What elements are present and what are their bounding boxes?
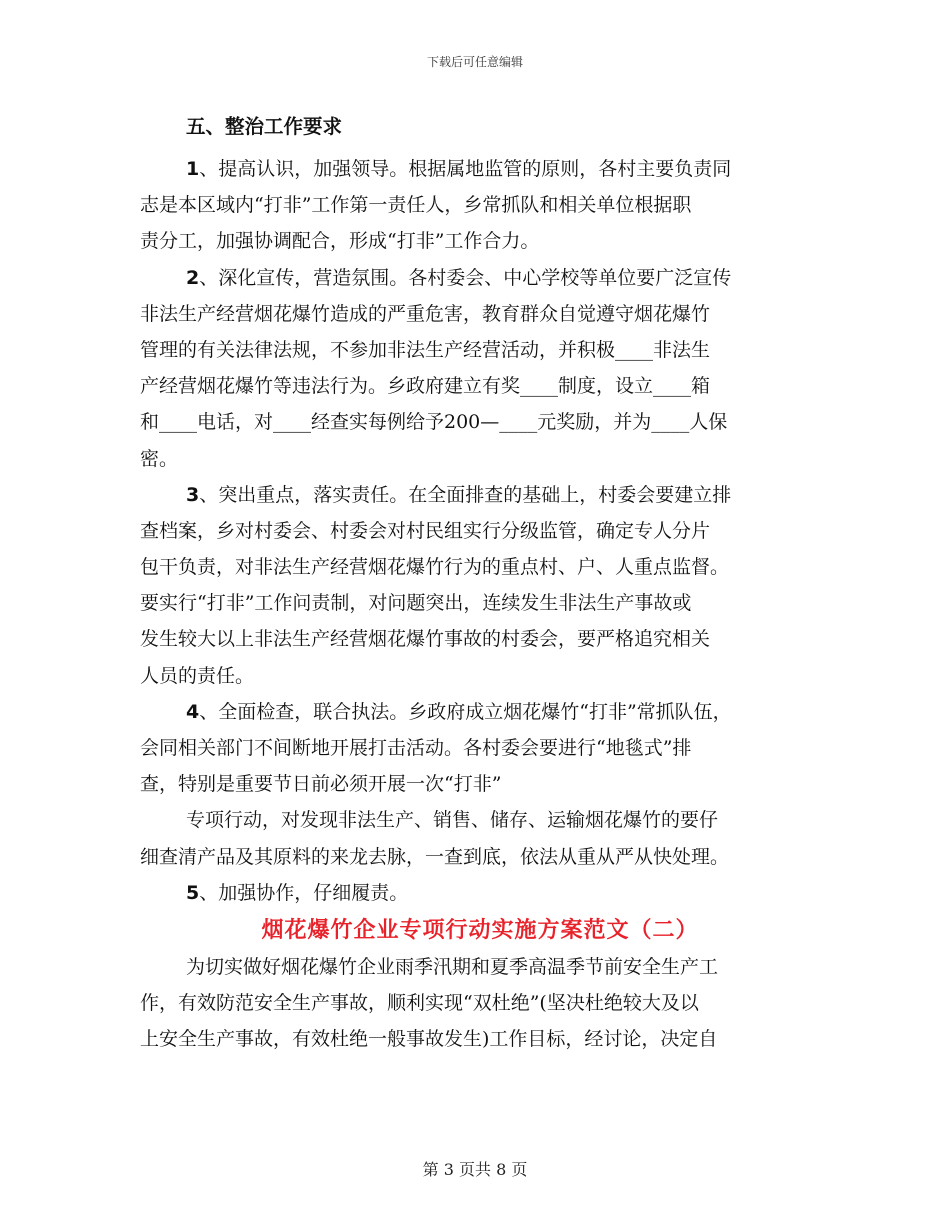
- paragraph-line: [140, 260, 820, 296]
- paragraph-line: 志是本区域内“打非”工作第一责任人，乡常抓队和相关单位根据职: [140, 194, 692, 217]
- item-number: 5: [186, 881, 200, 904]
- line-text: 、提高认识，加强领导。根据属地监管的原则，各村主要负责同: [199, 158, 732, 180]
- paragraph-line: 会同相关部门不间断地开展打击活动。各村委会要进行“地毯式”排: [140, 737, 692, 759]
- document-body: [140, 103, 820, 1058]
- page-number-footer: 第 3 页共 8 页: [422, 1160, 528, 1179]
- paragraph-line: 包干负责，对非法生产经营烟花爆竹行为的重点村、户、人重点监督。: [140, 556, 730, 579]
- paragraph-line: 非法生产经营烟花爆竹造成的严重危害，教育群众自觉遵守烟花爆竹: [140, 302, 711, 325]
- section-heading: 五、整治工作要求: [186, 115, 343, 138]
- line-text: 、突出重点，落实责任。在全面排查的基础上，村委会要建立排: [199, 483, 732, 506]
- paragraph-line: 查档案，乡对村委会、村委会对村民组实行分级监管，确定专人分片: [140, 519, 711, 542]
- paragraph-line: [140, 477, 820, 513]
- next-document-title: 烟花爆竹企业专项行动实施方案范文（二）: [261, 916, 699, 943]
- paragraph-line: [140, 875, 820, 911]
- paragraph-item-3: [140, 477, 820, 694]
- paragraph-line: 产经营烟花爆竹等违法行为。乡政府建立有奖____制度，设立____箱: [140, 375, 711, 398]
- paragraph-line: 要实行“打非”工作问责制，对问题突出，连续发生非法生产事故或: [140, 592, 692, 615]
- item-number: 4: [186, 700, 200, 723]
- header-note: 下载后可任意编辑: [426, 55, 523, 69]
- paragraph-item-4: [140, 694, 820, 875]
- line-text: 、全面检查，联合执法。乡政府成立烟花爆竹“打非”常抓队伍，: [199, 700, 732, 723]
- paragraph-item-2: [140, 260, 820, 477]
- paragraph-line: [140, 151, 820, 187]
- paragraph-line: 上安全生产事故，有效杜绝一般事故发生)工作目标，经讨论，决定自: [140, 1028, 718, 1051]
- paragraph-line: 人员的责任。: [140, 664, 255, 687]
- paragraph-line: 管理的有关法律法规，不参加非法生产经营活动，并积极____非法生: [140, 338, 711, 361]
- paragraph-line: 发生较大以上非法生产经营烟花爆竹事故的村委会，要严格追究相关: [140, 628, 711, 651]
- paragraph-line: 密。: [140, 447, 179, 470]
- item-number: 2: [186, 266, 200, 289]
- item-number: 3: [186, 483, 200, 506]
- item-number: 1: [186, 158, 200, 180]
- paragraph-item-1: [140, 151, 820, 260]
- line-text: 、深化宣传，营造氛围。各村委会、中心学校等单位要广泛宣传: [199, 266, 732, 289]
- paragraph-line: [140, 694, 820, 730]
- paragraph-line: 责分工，加强协调配合，形成“打非”工作合力。: [140, 230, 540, 253]
- paragraph-line: 和____电话，对____经查实每例给予200—____元奖励，并为____人保: [140, 411, 728, 434]
- paragraph-line: 查，特别是重要节日前必须开展一次“打非”: [140, 773, 502, 796]
- next-document-intro: [140, 949, 820, 1058]
- paragraph-line: 作，有效防范安全生产事故，顺利实现“双杜绝”(坚决杜绝较大及以: [140, 992, 699, 1015]
- paragraph-item-5: [140, 875, 820, 911]
- paragraph-line: 专项行动，对发现非法生产、销售、储存、运输烟花爆竹的要仔: [186, 809, 719, 832]
- paragraph-line: 细查清产品及其原料的来龙去脉，一查到底，依法从重从严从快处理。: [140, 845, 730, 868]
- line-text: 、加强协作，仔细履责。: [199, 881, 409, 904]
- paragraph-line: 为切实做好烟花爆竹企业雨季汛期和夏季高温季节前安全生产工: [186, 955, 719, 978]
